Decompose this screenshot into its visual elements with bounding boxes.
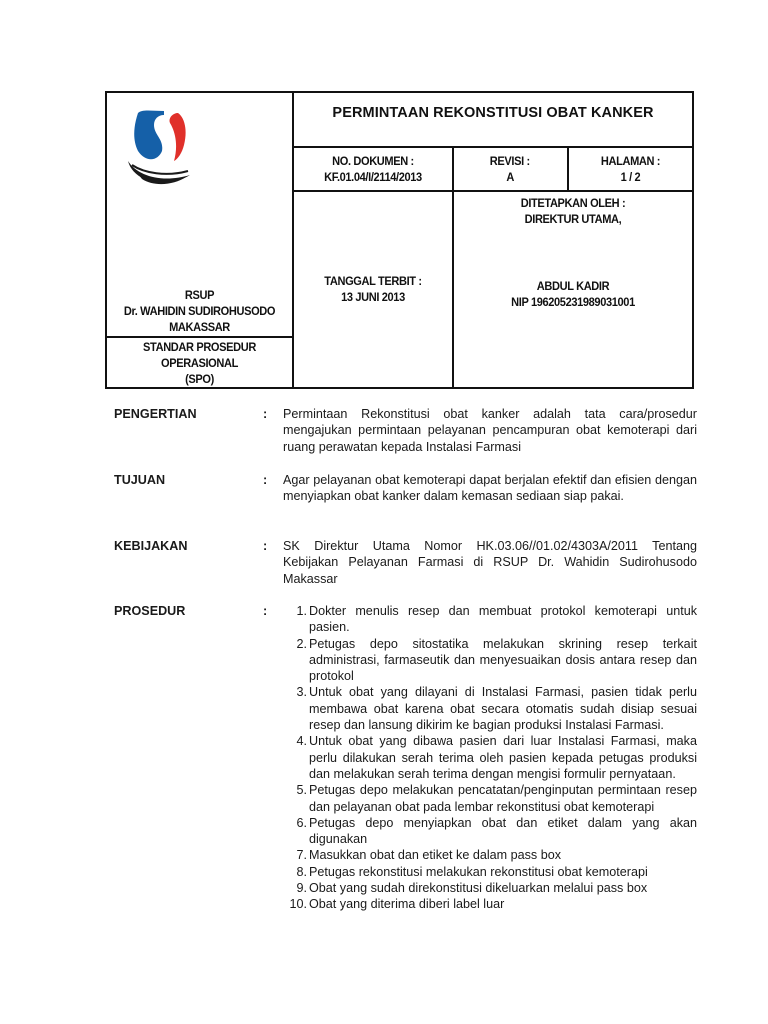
step-number: 1. — [296, 604, 307, 618]
kebijakan-colon: : — [263, 539, 268, 553]
spo-line-1: STANDAR PROSEDUR — [143, 339, 256, 354]
tujuan-colon: : — [263, 473, 268, 487]
kebijakan-label: KEBIJAKAN — [114, 539, 188, 553]
tanggal-terbit-value: 13 JUNI 2013 — [341, 290, 405, 304]
institution-line-3: MAKASSAR — [169, 320, 230, 334]
institution-line-1: RSUP — [184, 288, 215, 302]
ditetapkan-label: DITETAPKAN OLEH : — [520, 196, 626, 210]
step-number: 2. — [296, 636, 307, 651]
revisi-label: REVISI : — [489, 154, 530, 168]
step-number: 9. — [296, 881, 307, 896]
no-dokumen-label: NO. DOKUMEN : — [332, 154, 414, 168]
revisi-value: A — [506, 170, 514, 184]
tanggal-terbit-label: TANGGAL TERBIT : — [324, 274, 422, 288]
tujuan-label: TUJUAN — [114, 473, 166, 487]
no-dokumen-value: KF.01.04/I/2114/2013 — [324, 170, 422, 184]
signatory-name: ABDUL KADIR — [536, 279, 610, 293]
list-item — [283, 684, 697, 733]
pengertian-label: PENGERTIAN — [114, 407, 197, 421]
step-text: Petugas depo menyiapkan obat dan etiket dalam yang akan digunakan — [309, 815, 697, 847]
step-text: Dokter menulis resep dan membuat protokol kemoterapi untuk pasien. — [309, 604, 697, 635]
list-item — [283, 636, 697, 685]
list-item — [283, 880, 697, 896]
step-text: Petugas depo sitostatika melakukan skrining resep terkait administrasi, farmaseutik dan menyesuaikan dosis antara resep dan protokol — [309, 636, 697, 684]
kebijakan-text: SK Direktur Utama Nomor HK.03.06//01.02/4303A/2011 Tentang Kebijakan Pelayanan Farmasi di RSUP Dr. Wahidin Sudirohusodo Makassar — [283, 539, 697, 586]
institution-line-2: Dr. WAHIDIN SUDIROHUSODO — [123, 304, 276, 318]
step-number: 10. — [289, 897, 307, 912]
step-text: Petugas rekonstitusi melakukan rekonstitusi obat kemoterapi — [309, 864, 648, 879]
pengertian-text: Permintaan Rekonstitusi obat kanker adalah tata cara/prosedur mengajukan permintaan pelayanan pencampuran obat kemoterapi dari ruang perawatan kepada Instalasi Farmasi — [283, 407, 697, 454]
step-number: 8. — [296, 864, 307, 879]
spo-line-2: OPERASIONAL — [161, 355, 238, 370]
halaman-label: HALAMAN : — [600, 154, 661, 168]
step-text: Obat yang diterima diberi label luar — [309, 897, 505, 912]
spo-line-3: (SPO) — [185, 371, 214, 386]
list-item — [283, 864, 697, 880]
step-number: 4. — [296, 734, 307, 749]
signatory-nip: NIP 196205231989031001 — [511, 295, 635, 309]
prosedur-label: PROSEDUR — [114, 604, 186, 618]
step-number: 7. — [296, 848, 307, 863]
pengertian-colon: : — [263, 407, 268, 421]
step-number: 6. — [296, 815, 307, 830]
step-text: Petugas depo melakukan pencatatan/penginputan permintaan resep dan pelayanan obat pada lembar rekonstitusi obat kemoterapi — [309, 783, 697, 814]
step-number: 5. — [296, 783, 307, 798]
step-text: Obat yang sudah direkonstitusi dikeluarkan melalui pass box — [309, 881, 648, 896]
step-text: Untuk obat yang dilayani di Instalasi Farmasi, pasien tidak perlu membawa obat karena obat secara otomatis sudah disiap sesuai resep dan lansung dikirim ke bagian produksi Instalasi Farmasi. — [309, 685, 697, 733]
list-item — [283, 782, 697, 815]
ditetapkan-role: DIREKTUR UTAMA, — [524, 212, 622, 226]
prosedur-steps — [283, 603, 697, 913]
list-item — [283, 815, 697, 848]
list-item — [283, 603, 697, 636]
step-number: 3. — [296, 685, 307, 700]
step-text: Masukkan obat dan etiket ke dalam pass box — [309, 848, 562, 863]
list-item — [283, 847, 697, 863]
tujuan-text: Agar pelayanan obat kemoterapi dapat berjalan efektif dan efisien dengan menyiapkan obat kanker dalam kemasan sediaan siap pakai. — [283, 473, 697, 504]
prosedur-colon: : — [263, 604, 268, 618]
document-title: PERMINTAAN REKONSTITUSI OBAT KANKER — [332, 105, 654, 121]
step-text: Untuk obat yang dibawa pasien dari luar Instalasi Farmasi, maka perlu dilakukan serah terima oleh pasien kepada petugas produksi dan melakukan serah terima dengan mengisi formulir pernyataan. — [309, 734, 697, 781]
list-item — [283, 896, 697, 912]
list-item — [283, 733, 697, 782]
halaman-value: 1 / 2 — [620, 170, 641, 184]
